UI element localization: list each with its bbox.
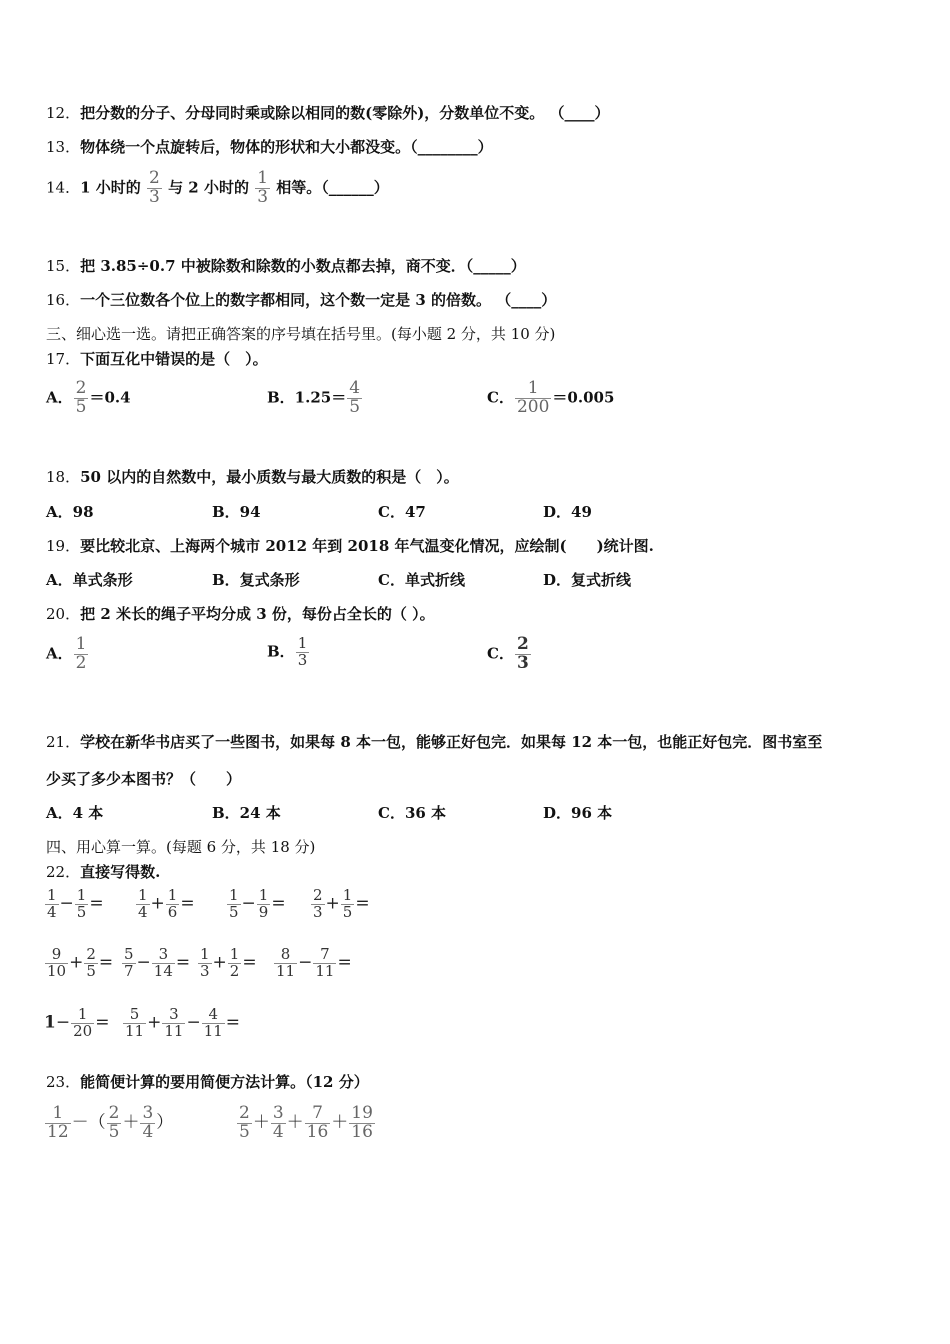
calc-expression: $\frac{9}{10}$ + $\frac{2}{5}$ = (47, 945, 114, 980)
fraction: $\frac{1}{2}$ (75, 634, 87, 673)
calc-expression: $\frac{1}{5}$ − $\frac{1}{9}$ = (229, 886, 286, 921)
question-19: 19．要比较北京、上海两个城市 2012 年到 2018 年气温变化情况，应绘制( )统计图. (46, 537, 654, 555)
calc-expression: $\frac{1}{3}$ + $\frac{1}{2}$ = (200, 945, 257, 980)
calc-expression: $\frac{8}{11}$ − $\frac{7}{11}$ = (276, 945, 352, 980)
q21-option-c: C．36 本 (378, 804, 447, 822)
q21-option-b: B．24 本 (212, 804, 281, 822)
q18-option-b: B．94 (212, 503, 261, 521)
question-21: 21．学校在新华书店买了一些图书，如果每 8 本一包，能够正好包完．如果每 12 本一包，也能正好包完．图书室至 (46, 733, 823, 751)
q19-option-c: C．单式折线 (378, 571, 465, 589)
q18-option-d: D．49 (543, 503, 592, 521)
calc-expression: $\frac{1}{4}$ + $\frac{1}{6}$ = (138, 886, 195, 921)
question-13: 13．物体绕一个点旋转后，物体的形状和大小都没变。（________） (46, 138, 493, 156)
fraction: $\frac{4}{5}$ (349, 378, 361, 417)
question-15: 15．把 3.85÷0.7 中被除数和除数的小数点都去掉，商不变．（_____） (46, 257, 526, 275)
question-22: 22．直接写得数. (46, 863, 161, 881)
question-16: 16．一个三位数各个位上的数字都相同，这个数一定是 3 的倍数。 （____） (46, 291, 557, 309)
fraction: $\frac{1}{3}$ (257, 168, 269, 207)
question-12: 12．把分数的分子、分母同时乘或除以相同的数(零除外)，分数单位不变。 （____） (46, 104, 610, 122)
q20-option-c: C． $\frac{2}{3}$ (487, 634, 529, 673)
q21-option-a: A．4 本 (46, 804, 104, 822)
calc-expression: $\frac{5}{7}$ − $\frac{3}{14}$ = (124, 945, 191, 980)
section-4-heading: 四、用心算一算。(每题 6 分，共 18 分) (46, 838, 316, 856)
q17-option-c: C． $\frac{1}{200}$ ＝0.005 (487, 378, 615, 417)
calc-expression: $\frac{2}{5}$ ＋ $\frac{3}{4}$ ＋ $\frac{7}{16}$ ＋ $\frac{19}{16}$ (239, 1103, 373, 1142)
question-23: 23．能简便计算的要用简便方法计算。（12 分） (46, 1073, 369, 1091)
fraction: $\frac{1}{200}$ (516, 378, 550, 417)
section-3-heading: 三、细心选一选。请把正确答案的序号填在括号里。(每小题 2 分，共 10 分) (46, 325, 556, 343)
calc-expression: 1− $\frac{1}{20}$ = (44, 1005, 110, 1040)
fraction: $\frac{1}{3}$ (297, 634, 308, 669)
calc-expression: $\frac{1}{4}$ − $\frac{1}{5}$ = (47, 886, 104, 921)
q19-option-d: D．复式折线 (543, 571, 632, 589)
calc-expression: $\frac{1}{12}$ －（ $\frac{2}{5}$ ＋ $\frac{3}{4}$ ） (47, 1103, 174, 1142)
q18-option-c: C．47 (378, 503, 426, 521)
fraction: $\frac{2}{5}$ (75, 378, 87, 417)
calc-expression: $\frac{2}{3}$ + $\frac{1}{5}$ = (313, 886, 370, 921)
q18-option-a: A．98 (46, 503, 94, 521)
question-21-cont: 少买了多少本图书？（ ） (46, 770, 242, 788)
question-18: 18．50 以内的自然数中，最小质数与最大质数的积是（ ）。 (46, 468, 459, 486)
calc-expression: $\frac{5}{11}$ + $\frac{3}{11}$ − $\frac{4}{11}$ = (125, 1005, 241, 1040)
question-17: 17．下面互化中错误的是（ ）。 (46, 350, 268, 368)
q19-option-a: A．单式条形 (46, 571, 133, 589)
fraction: $\frac{2}{3}$ (149, 168, 160, 207)
fraction: $\frac{2}{3}$ (516, 634, 529, 673)
q17-option-a: A． $\frac{2}{5}$ ＝0.4 (46, 378, 131, 417)
q21-option-d: D．96 本 (543, 804, 613, 822)
q17-option-b: B．1.25＝ $\frac{4}{5}$ (267, 378, 361, 417)
q20-option-b: B． $\frac{1}{3}$ (267, 634, 308, 669)
q19-option-b: B．复式条形 (212, 571, 300, 589)
q20-option-a: A． $\frac{1}{2}$ (46, 634, 87, 673)
question-20: 20．把 2 米长的绳子平均分成 3 份，每份占全长的（ ）。 (46, 605, 435, 623)
question-14: 14．1 小时的 $\frac{2}{3}$ 与 2 小时的 $\frac{1}{3}$ 相等。（______） (46, 168, 389, 207)
